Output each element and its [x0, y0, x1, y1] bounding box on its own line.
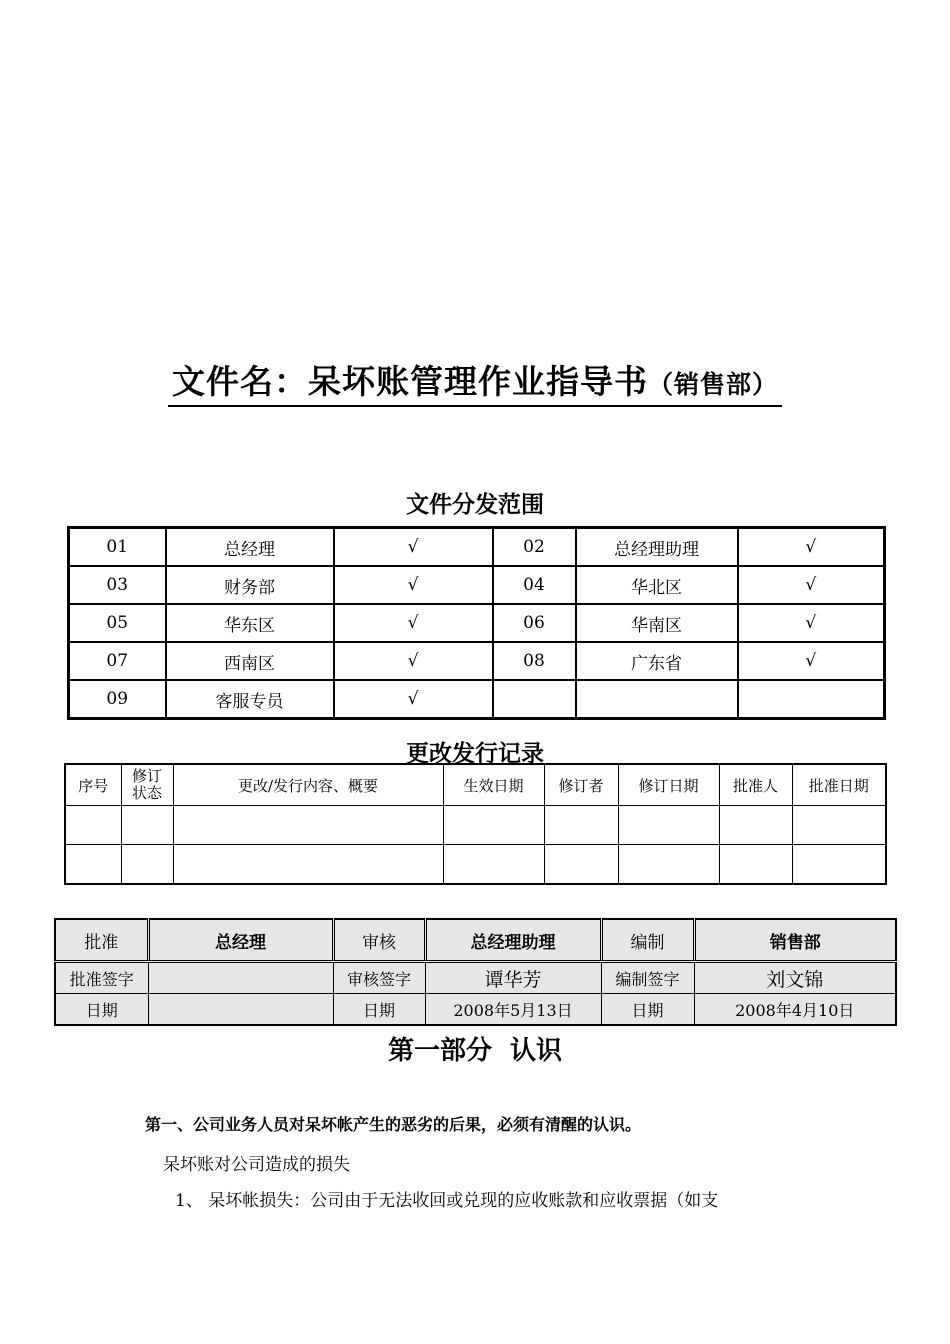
- table-cell: √: [738, 528, 885, 567]
- approval-table: [54, 918, 897, 1026]
- review-signature: 谭华芳: [425, 962, 601, 994]
- table-cell: [719, 806, 792, 845]
- header-approval-date: 批准日期: [792, 764, 886, 806]
- table-cell: 总经理助理: [576, 528, 738, 567]
- table-cell: √: [738, 642, 885, 680]
- revision-heading: 更改发行记录: [406, 740, 544, 767]
- table-cell: √: [334, 642, 493, 680]
- table-cell: [618, 806, 719, 845]
- review-signature-label: 审核签字: [333, 962, 425, 994]
- table-cell: [443, 845, 544, 885]
- reviewer-role: 总经理助理: [425, 919, 601, 962]
- table-row: [69, 604, 885, 642]
- title-main: 文件名：呆坏账管理作业指导书: [171, 362, 648, 401]
- table-cell: [618, 845, 719, 885]
- header-approver: 批准人: [719, 764, 792, 806]
- table-cell: 02: [493, 528, 576, 567]
- table-cell: [493, 680, 576, 719]
- table-cell: 华东区: [166, 604, 334, 642]
- table-cell: √: [334, 566, 493, 604]
- review-label: 审核: [333, 919, 425, 962]
- table-cell: √: [334, 680, 493, 719]
- table-cell: [544, 806, 618, 845]
- table-row: [69, 680, 885, 719]
- table-cell: [121, 845, 173, 885]
- table-cell: [443, 806, 544, 845]
- table-cell: 06: [493, 604, 576, 642]
- header-seq: 序号: [65, 764, 121, 806]
- table-cell: [65, 845, 121, 885]
- table-row: [65, 806, 886, 845]
- table-row: [65, 845, 886, 885]
- table-cell: 西南区: [166, 642, 334, 680]
- compile-label: 编制: [601, 919, 694, 962]
- table-cell: [792, 845, 886, 885]
- table-cell: 03: [69, 566, 166, 604]
- approver-role: 总经理: [148, 919, 333, 962]
- approve-label: 批准: [55, 919, 148, 962]
- compile-signature-label: 编制签字: [601, 962, 694, 994]
- table-row: [69, 566, 885, 604]
- table-cell: 07: [69, 642, 166, 680]
- table-cell: [173, 806, 443, 845]
- table-cell: 华南区: [576, 604, 738, 642]
- table-cell: 财务部: [166, 566, 334, 604]
- compile-signature: 刘文锦: [694, 962, 896, 994]
- approve-signature: [148, 962, 333, 994]
- paragraph-list-item: 1、 呆坏帐损失：公司由于无法收回或兑现的应收账款和应收票据（如支: [175, 1191, 719, 1211]
- compiler-dept: 销售部: [694, 919, 896, 962]
- header-content: 更改/发行内容、概要: [173, 764, 443, 806]
- table-cell: 华北区: [576, 566, 738, 604]
- revision-table: [64, 763, 887, 885]
- table-cell: 05: [69, 604, 166, 642]
- table-cell: 04: [493, 566, 576, 604]
- approve-date: [148, 994, 333, 1026]
- table-cell: √: [334, 528, 493, 567]
- header-status: 修订 状态: [121, 764, 173, 806]
- table-cell: [544, 845, 618, 885]
- table-cell: [65, 806, 121, 845]
- table-cell: 总经理: [166, 528, 334, 567]
- table-cell: √: [334, 604, 493, 642]
- header-revision-date: 修订日期: [618, 764, 719, 806]
- paragraph-bold: 第一、公司业务人员对呆坏帐产生的恶劣的后果，必须有清醒的认识。: [145, 1115, 642, 1134]
- header-effective-date: 生效日期: [443, 764, 544, 806]
- table-cell: [792, 806, 886, 845]
- table-cell: √: [738, 566, 885, 604]
- table-row: [69, 528, 885, 567]
- table-cell: √: [738, 604, 885, 642]
- section-heading: 第一部分 认识: [387, 1036, 563, 1066]
- distribution-table: [67, 526, 886, 720]
- table-cell: 广东省: [576, 642, 738, 680]
- distribution-heading: 文件分发范围: [406, 491, 544, 518]
- compile-date: 2008年4月10日: [694, 994, 896, 1026]
- review-date-label: 日期: [333, 994, 425, 1026]
- table-cell: [738, 680, 885, 719]
- table-cell: 09: [69, 680, 166, 719]
- paragraph: 呆坏账对公司造成的损失: [163, 1155, 350, 1175]
- table-cell: [576, 680, 738, 719]
- approve-signature-label: 批准签字: [55, 962, 148, 994]
- document-title: [0, 356, 950, 407]
- title-sub: （销售部）: [647, 370, 778, 399]
- table-cell: [719, 845, 792, 885]
- table-cell: [173, 845, 443, 885]
- compile-date-label: 日期: [601, 994, 694, 1026]
- table-cell: [121, 806, 173, 845]
- table-cell: 08: [493, 642, 576, 680]
- review-date: 2008年5月13日: [425, 994, 601, 1026]
- header-reviser: 修订者: [544, 764, 618, 806]
- approve-date-label: 日期: [55, 994, 148, 1026]
- table-cell: 01: [69, 528, 166, 567]
- table-row: [69, 642, 885, 680]
- table-cell: 客服专员: [166, 680, 334, 719]
